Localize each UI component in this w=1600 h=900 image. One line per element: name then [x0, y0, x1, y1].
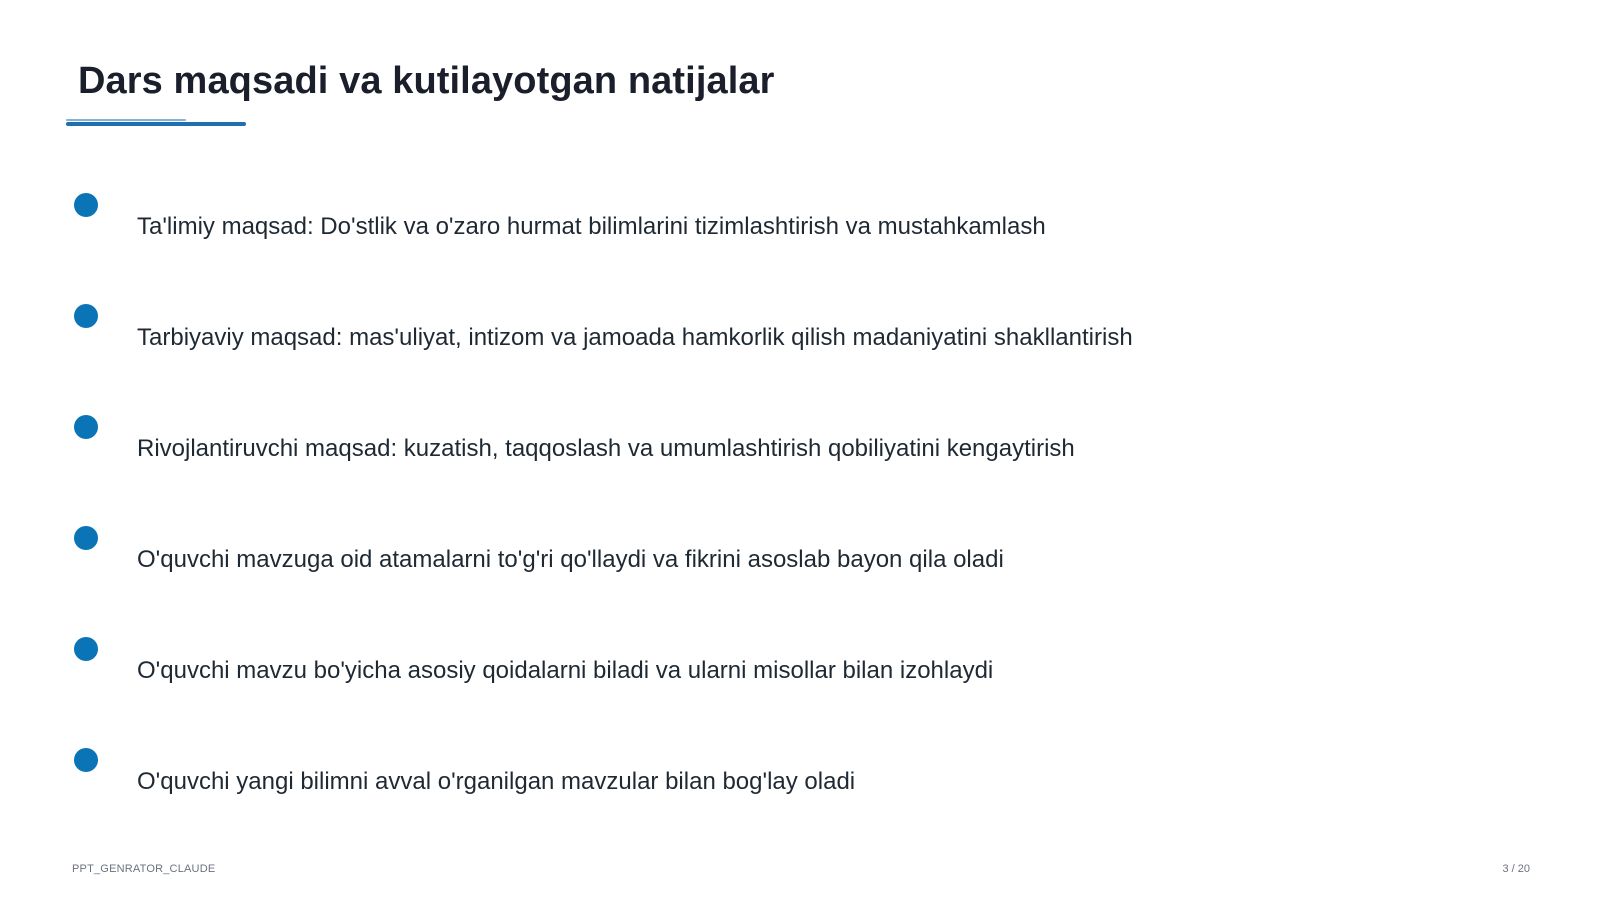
- bullet-text: Tarbiyaviy maqsad: mas'uliyat, intizom va jamoada hamkorlik qilish madaniyatini shakllantirish: [137, 324, 1133, 351]
- bullet-dot-icon: [74, 304, 98, 328]
- list-item: [0, 637, 1600, 717]
- slide-title: Dars maqsadi va kutilayotgan natijalar: [78, 60, 775, 102]
- bullet-dot-icon: [74, 748, 98, 772]
- list-item: [0, 304, 1600, 384]
- bullet-dot-icon: [74, 526, 98, 550]
- bullet-text: O'quvchi yangi bilimni avval o'rganilgan mavzular bilan bog'lay oladi: [137, 768, 856, 795]
- bullet-dot-icon: [74, 415, 98, 439]
- list-item: [0, 526, 1600, 606]
- bullet-text: O'quvchi mavzuga oid atamalarni to'g'ri qo'llaydi va fikrini asoslab bayon qila oladi: [137, 546, 1004, 573]
- bullet-dot-icon: [74, 193, 98, 217]
- page-number: 3 / 20: [1502, 863, 1530, 875]
- list-item: [0, 415, 1600, 495]
- bullet-text: Ta'limiy maqsad: Do'stlik va o'zaro hurmat bilimlarini tizimlashtirish va mustahkamlash: [137, 213, 1046, 240]
- bullet-text: Rivojlantiruvchi maqsad: kuzatish, taqqoslash va umumlashtirish qobiliyatini kengaytirish: [137, 435, 1075, 462]
- footer-source-label: PPT_GENRATOR_CLAUDE: [72, 863, 216, 875]
- bullet-dot-icon: [74, 637, 98, 661]
- list-item: [0, 748, 1600, 828]
- list-item: [0, 193, 1600, 273]
- bullet-text: O'quvchi mavzu bo'yicha asosiy qoidalarni biladi va ularni misollar bilan izohlaydi: [137, 657, 994, 684]
